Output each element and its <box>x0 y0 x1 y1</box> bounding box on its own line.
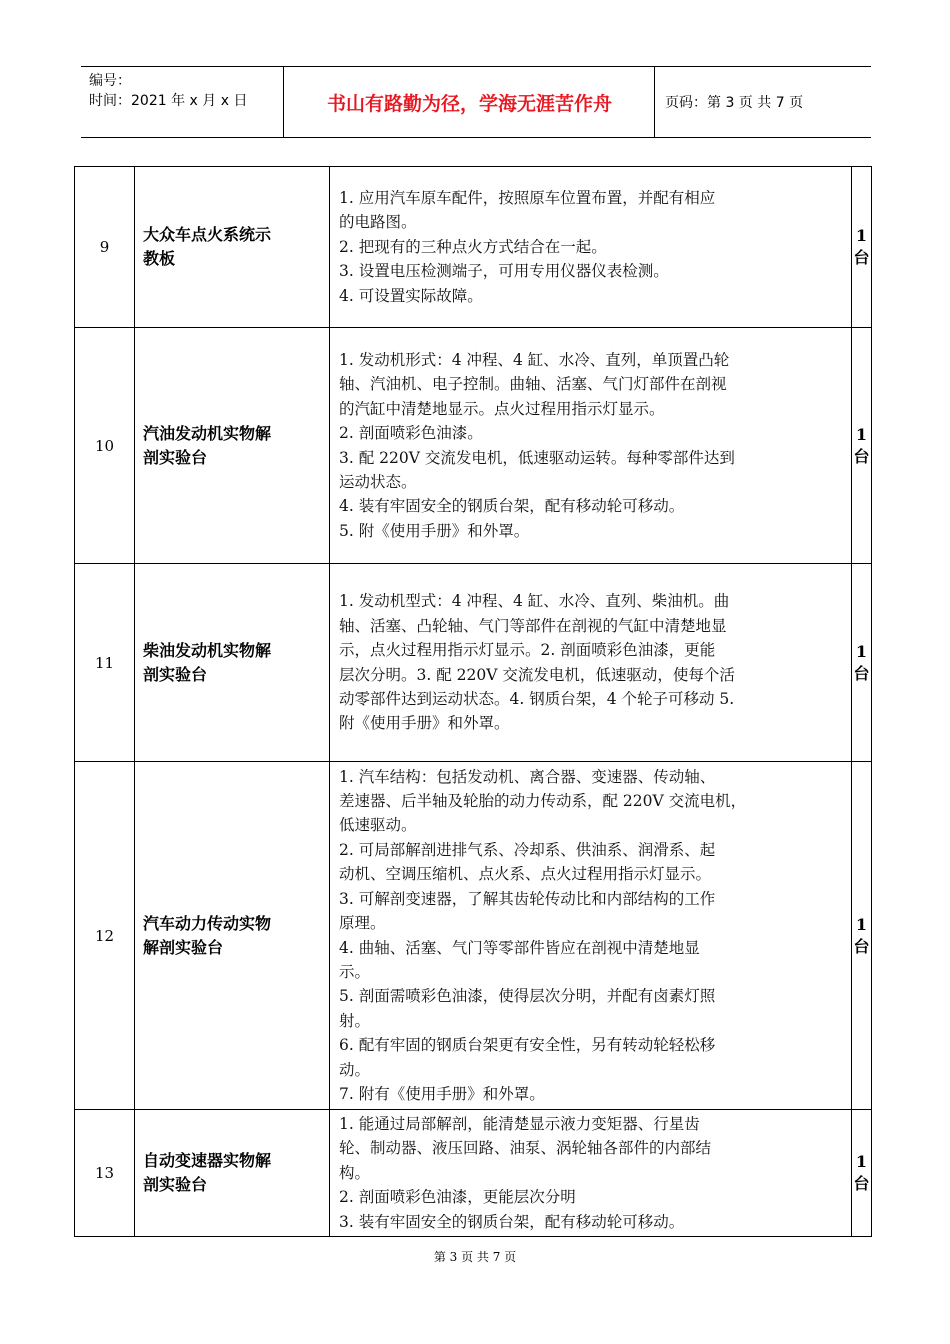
description-line: 5. 附《使用手册》和外罩。 <box>339 521 530 540</box>
table-row <box>75 1110 872 1237</box>
description-line: 3. 装有牢固安全的钢质台架，配有移动轮可移动。 <box>339 1212 685 1231</box>
document-number-label: 编号： <box>89 73 131 89</box>
equipment-name-line: 剖实验台 <box>143 1175 208 1194</box>
description-line: 附《使用手册》和外罩。 <box>339 714 510 733</box>
equipment-quantity: 1 台 <box>852 564 872 762</box>
description-line: 差速器、后半轴及轮胎的动力传动系，配 220V 交流电机， <box>339 792 747 811</box>
description-line: 低速驱动。 <box>339 816 417 835</box>
description-line: 原理。 <box>339 914 386 933</box>
equipment-name <box>135 328 330 564</box>
description-line: 的电路图。 <box>339 213 417 232</box>
equipment-name-line: 大众车点火系统示 <box>143 225 272 244</box>
description-line: 动零部件达到运动状态。4. 钢质台架，4 个轮子可移动 5. <box>339 689 735 708</box>
description-line: 4. 可设置实际故障。 <box>339 286 483 305</box>
description-line: 构。 <box>339 1163 371 1182</box>
description-line: 3. 可解剖变速器，了解其齿轮传动比和内部结构的工作 <box>339 889 716 908</box>
equipment-quantity: 1 台 <box>852 328 872 564</box>
table-row <box>75 328 872 564</box>
description-line: 示，点火过程用指示灯显示。2. 剖面喷彩色油漆，更能 <box>339 641 716 660</box>
description-line: 动。 <box>339 1060 371 1079</box>
row-number: 10 <box>75 328 135 564</box>
equipment-name-line: 柴油发动机实物解 <box>143 640 272 660</box>
table-row <box>75 167 872 328</box>
equipment-description <box>330 328 852 564</box>
description-line: 6. 配有牢固的钢质台架更有安全性，另有转动轮轻松移 <box>339 1036 716 1055</box>
equipment-name <box>135 762 330 1110</box>
description-line: 3. 设置电压检测端子，可用专用仪器仪表检测。 <box>339 262 669 281</box>
description-line: 2. 可局部解剖进排气系、冷却系、供油系、润滑系、起 <box>339 840 716 859</box>
description-line: 2. 剖面喷彩色油漆，更能层次分明 <box>339 1188 576 1207</box>
equipment-quantity: 1 台 <box>852 762 872 1110</box>
description-line: 5. 剖面需喷彩色油漆，使得层次分明，并配有卤素灯照 <box>339 987 716 1006</box>
description-line: 4. 曲轴、活塞、气门等零部件皆应在剖视中清楚地显 <box>339 938 700 957</box>
description-line: 1. 发动机型式：4 冲程、4 缸、水冷、直列、柴油机。曲 <box>339 592 730 611</box>
equipment-description <box>330 1110 852 1237</box>
description-line: 轴、活塞、凸轮轴、气门等部件在剖视的气缸中清楚地显 <box>339 616 727 635</box>
description-line: 射。 <box>339 1011 371 1030</box>
equipment-description <box>330 167 852 328</box>
description-line: 3. 配 220V 交流发电机，低速驱动运转。每种零部件达到 <box>339 448 735 467</box>
row-number: 12 <box>75 762 135 1110</box>
description-line: 运动状态。 <box>339 472 417 491</box>
description-line: 轮、制动器、液压回路、油泵、涡轮轴各部件的内部结 <box>339 1139 712 1158</box>
description-line: 1. 发动机形式：4 冲程、4 缸、水冷、直列，单顶置凸轮 <box>339 350 730 369</box>
description-line: 2. 剖面喷彩色油漆。 <box>339 424 483 443</box>
page-header <box>81 66 871 138</box>
header-motto: 书山有路勤为径，学海无涯苦作舟 <box>285 67 655 137</box>
header-meta <box>81 67 284 137</box>
table-row <box>75 564 872 762</box>
equipment-quantity: 1 台 <box>852 1110 872 1237</box>
row-number: 11 <box>75 564 135 762</box>
equipment-quantity: 1 台 <box>852 167 872 328</box>
description-line: 的汽缸中清楚地显示。点火过程用指示灯显示。 <box>339 399 665 418</box>
header-page-code: 页码：第 3 页 共 7 页 <box>665 95 804 111</box>
description-line: 轴、汽油机、电子控制。曲轴、活塞、气门灯部件在剖视 <box>339 375 727 394</box>
description-line: 7. 附有《使用手册》和外罩。 <box>339 1084 545 1103</box>
equipment-name-line: 汽油发动机实物解 <box>143 423 272 443</box>
equipment-name-line: 自动变速器实物解 <box>143 1151 272 1170</box>
equipment-name <box>135 167 330 328</box>
page-footer: 第 3 页 共 7 页 <box>433 1250 517 1264</box>
equipment-description <box>330 564 852 762</box>
description-line: 示。 <box>339 962 371 981</box>
equipment-name <box>135 1110 330 1237</box>
table-row <box>75 762 872 1110</box>
equipment-name-line: 剖实验台 <box>143 664 208 684</box>
equipment-name <box>135 564 330 762</box>
description-line: 1. 能通过局部解剖，能清楚显示液力变矩器、行星齿 <box>339 1114 700 1133</box>
equipment-table <box>74 166 872 1237</box>
description-line: 4. 装有牢固安全的钢质台架，配有移动轮可移动。 <box>339 497 685 516</box>
document-time-label: 时间：2021 年 x 月 x 日 <box>89 93 248 109</box>
equipment-name-line: 解剖实验台 <box>143 937 224 957</box>
equipment-name-line: 汽车动力传动实物 <box>143 913 272 933</box>
equipment-description <box>330 762 852 1110</box>
description-line: 层次分明。3. 配 220V 交流发电机，低速驱动，使每个活 <box>339 665 735 684</box>
description-line: 1. 应用汽车原车配件，按照原车位置布置，并配有相应 <box>339 188 716 207</box>
row-number: 13 <box>75 1110 135 1237</box>
row-number: 9 <box>75 167 135 328</box>
description-line: 1. 汽车结构：包括发动机、离合器、变速器、传动轴、 <box>339 767 716 786</box>
description-line: 动机、空调压缩机、点火系、点火过程用指示灯显示。 <box>339 865 712 884</box>
description-line: 2. 把现有的三种点火方式结合在一起。 <box>339 237 607 256</box>
equipment-name-line: 教板 <box>143 249 176 268</box>
equipment-name-line: 剖实验台 <box>143 447 208 467</box>
